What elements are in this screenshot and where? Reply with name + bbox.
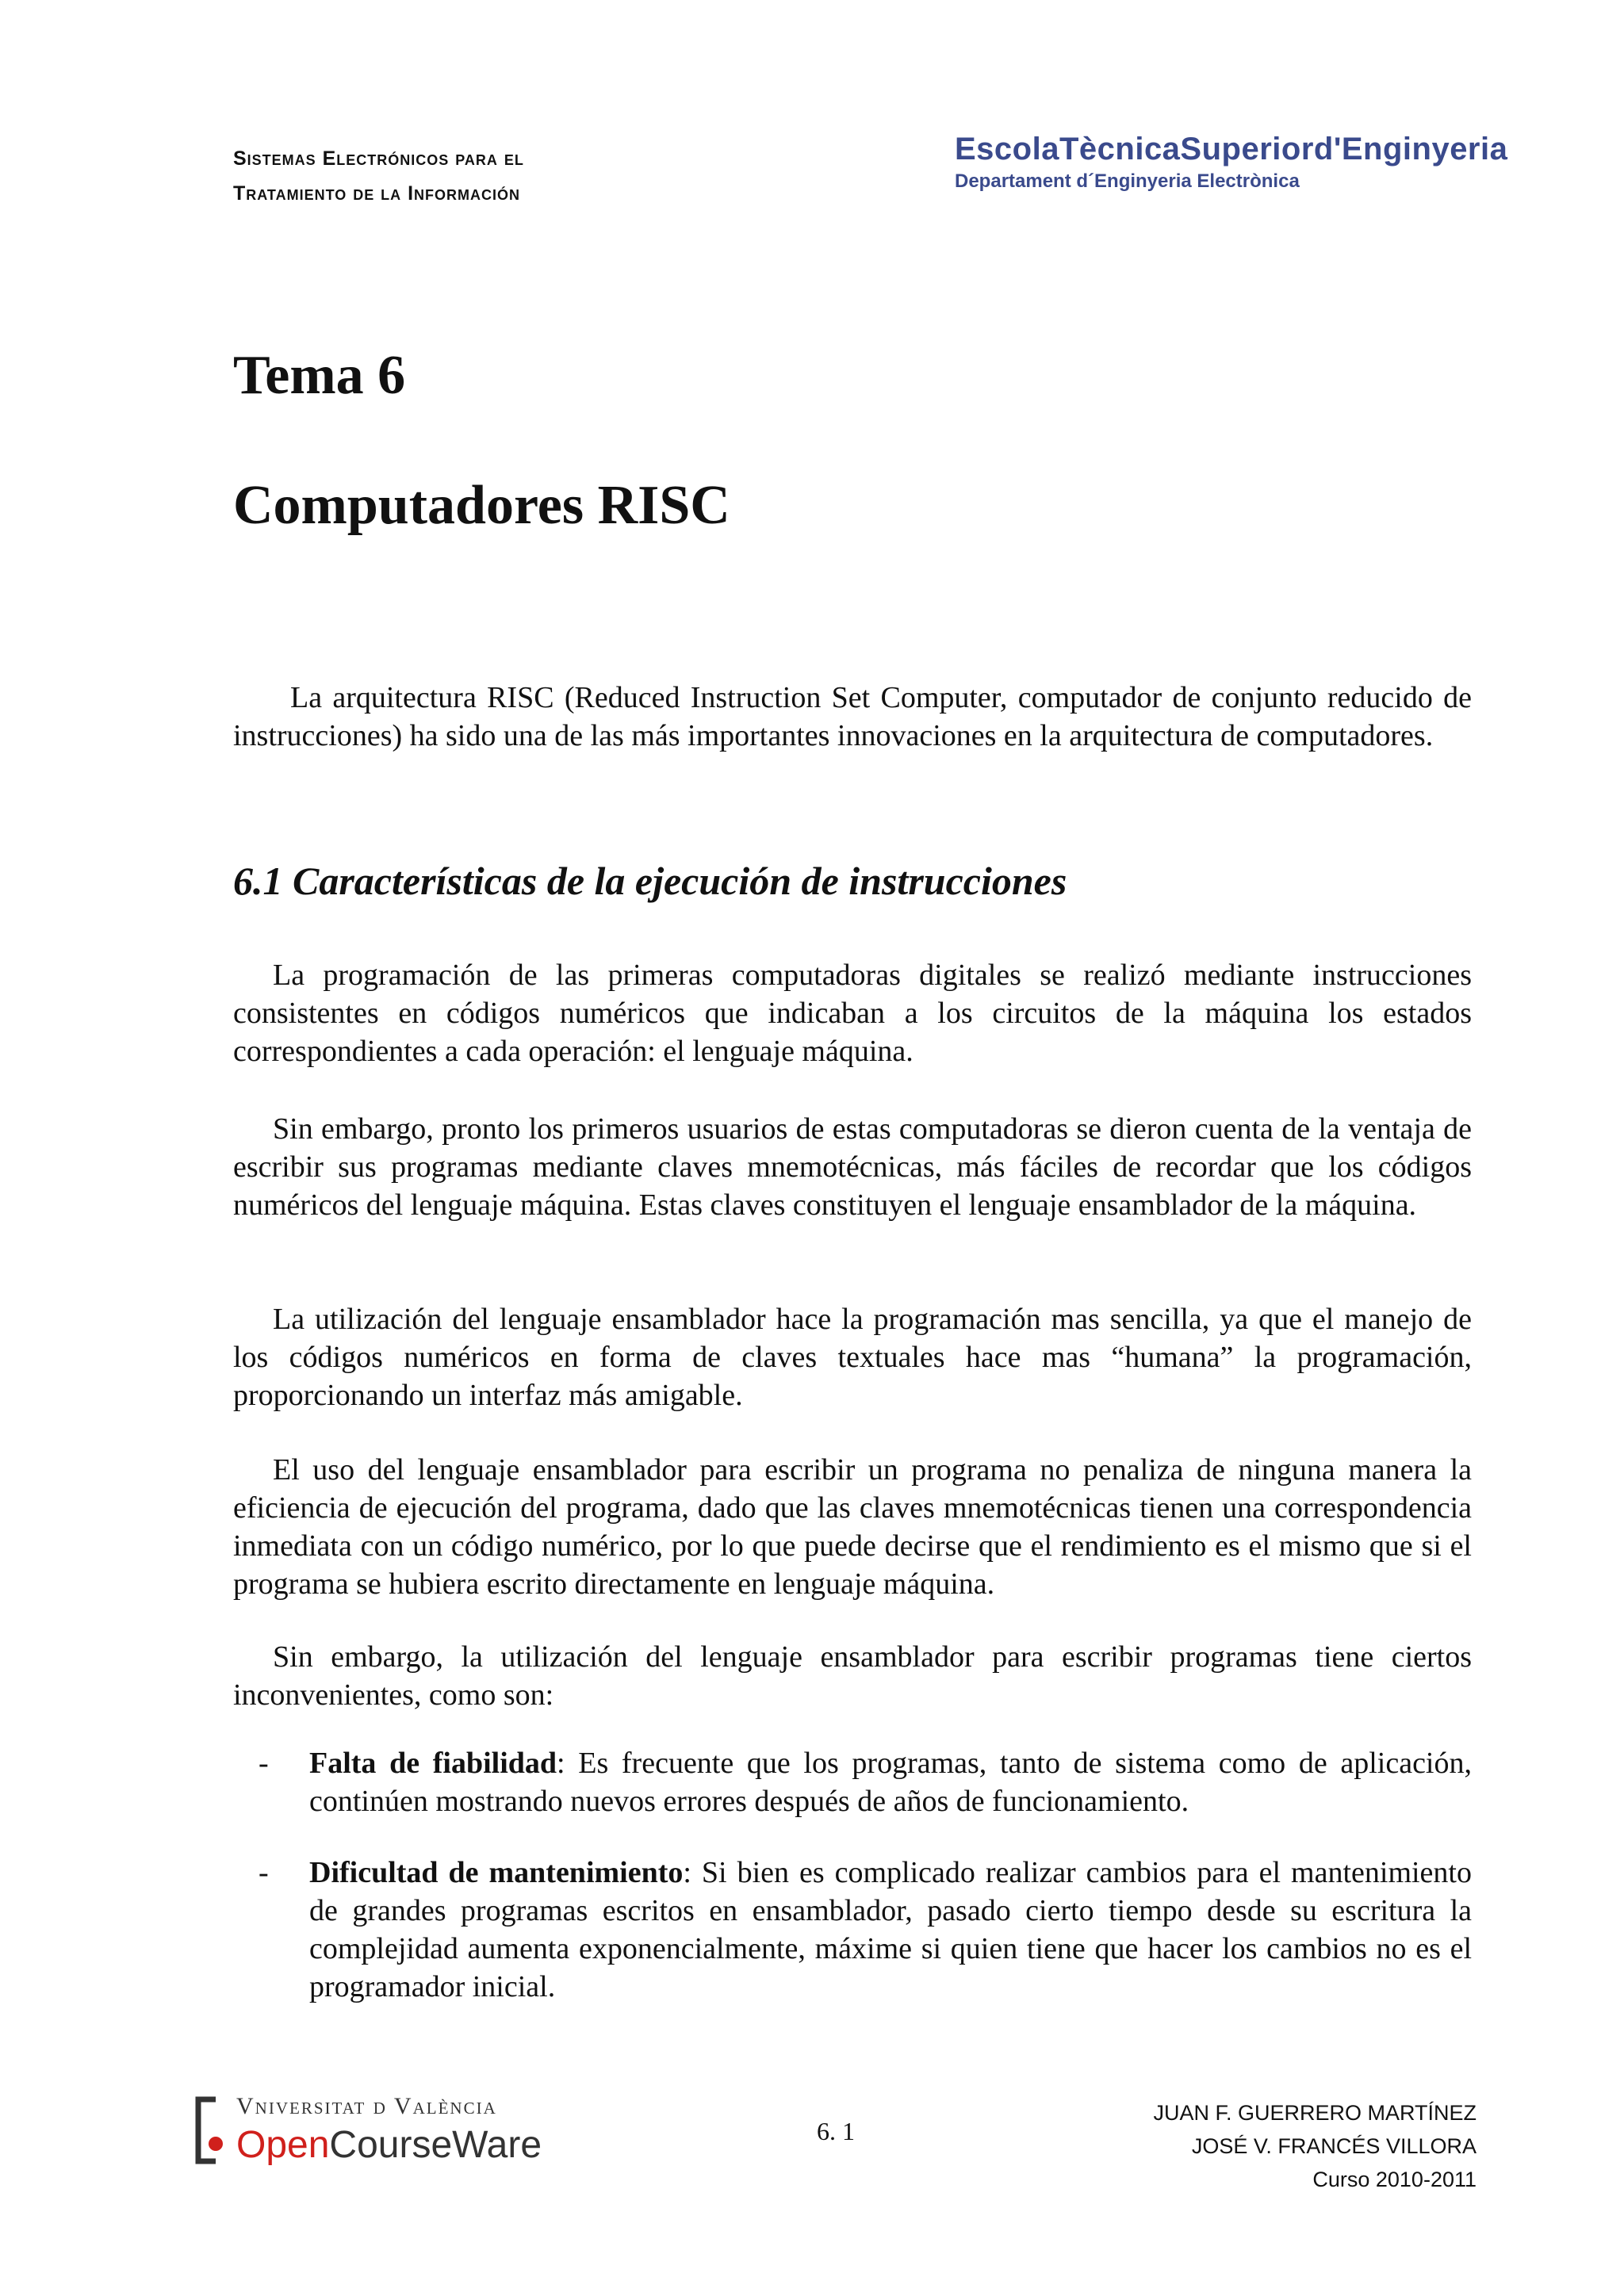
intro-paragraph: La arquitectura RISC (Reduced Instruction Set Computer, computador de conjunto reducido de instrucciones) ha sido una de las más importantes innovaciones en la arquitectura de computadores. (233, 681, 1472, 752)
chapter-title: Computadores RISC (233, 475, 730, 536)
intro-block (233, 679, 1472, 755)
bullet-description: : Es frecuente que los programas, tanto de sistema como de aplicación, continúen mostrando nuevos errores después de años de funcionamiento. (309, 1747, 1472, 1818)
paragraph-1 (233, 956, 1472, 1070)
list-item (233, 1854, 1472, 2006)
etse-logo-title: EscolaTècnicaSuperiord'Enginyeria (955, 132, 1508, 166)
list-item (233, 1744, 1472, 1820)
bullet-term: Dificultad de mantenimiento (309, 1856, 684, 1889)
ocw-open: Open (236, 2124, 330, 2166)
bullet-text (309, 1744, 1472, 1820)
bullet-description: : Si bien es complicado realizar cambios para el mantenimiento de grandes programas escritos en ensamblador, pasado cierto tiempo desde su escritura la complejidad aumenta exponencialmente, máxime si quien tiene que hacer los cambios no es el programador inicial. (309, 1856, 1472, 2003)
page-number: 6. 1 (817, 2117, 855, 2145)
paragraph-text: El uso del lenguaje ensamblador para escribir un programa no penaliza de ninguna manera la eficiencia de ejecución del programa, dado que las claves mnemotécnicas tienen una correspondencia inmediata con un código numérico, por lo que puede decirse que el rendimiento es el mismo que si el programa se hubiera escrito directamente en lenguaje máquina. (233, 1453, 1472, 1601)
paragraph-3 (233, 1300, 1472, 1414)
course-year: Curso 2010-2011 (1312, 2168, 1477, 2191)
university-name: Vniversitat d València (236, 2093, 497, 2119)
paragraph-text: La programación de las primeras computadoras digitales se realizó mediante instrucciones consistentes en códigos numéricos que indicaban a los circuitos de la máquina los estados correspondientes a cada operación: el lenguaje máquina. (233, 959, 1472, 1068)
author-1: JUAN F. GUERRERO MARTÍNEZ (1153, 2101, 1477, 2125)
chapter-number: Tema 6 (233, 345, 406, 406)
header-line-1: Sistemas Electrónicos para el (233, 147, 524, 170)
uv-bracket-icon (192, 2096, 227, 2164)
bullet-dash: - (259, 1856, 269, 1889)
paragraph-4 (233, 1451, 1472, 1603)
author-2: JOSÉ V. FRANCÉS VILLORA (1191, 2134, 1477, 2158)
ocw-courseware: CourseWare (329, 2124, 542, 2166)
paragraph-2 (233, 1110, 1472, 1224)
paragraph-text: Sin embargo, pronto los primeros usuarios de estas computadoras se dieron cuenta de la ventaja de escribir sus programas mediante claves mnemotécnicas, más fáciles de recordar que los códigos numéricos del lenguaje máquina. Estas claves constituyen el lenguaje ensamblador de la máquina. (233, 1112, 1472, 1222)
ocw-wordmark (236, 2123, 542, 2167)
bullet-list (233, 1744, 1472, 1820)
paragraph-text: Sin embargo, la utilización del lenguaje ensamblador para escribir programas tiene ciertos inconvenientes, como son: (233, 1640, 1472, 1712)
etse-logo (955, 132, 1508, 211)
bullet-term: Falta de fiabilidad (309, 1747, 557, 1780)
ocw-logo (192, 2093, 557, 2172)
bullet-dash: - (259, 1747, 269, 1780)
section-heading: 6.1 Características de la ejecución de instrucciones (233, 859, 1067, 903)
footer-authors (1153, 2096, 1477, 2196)
paragraph-5 (233, 1638, 1472, 1714)
bullet-list-2 (233, 1854, 1472, 2006)
etse-logo-department: Departament d´Enginyeria Electrònica (955, 170, 1300, 192)
bullet-text (309, 1854, 1472, 2006)
header-line-2: Tratamiento de la Información (233, 182, 521, 205)
header-course-title (233, 141, 524, 211)
paragraph-text: La utilización del lenguaje ensamblador hace la programación mas sencilla, ya que el manejo de los códigos numéricos en forma de claves textuales hace mas “humana” la programación, proporcionando un interfaz más amigable. (233, 1303, 1472, 1412)
